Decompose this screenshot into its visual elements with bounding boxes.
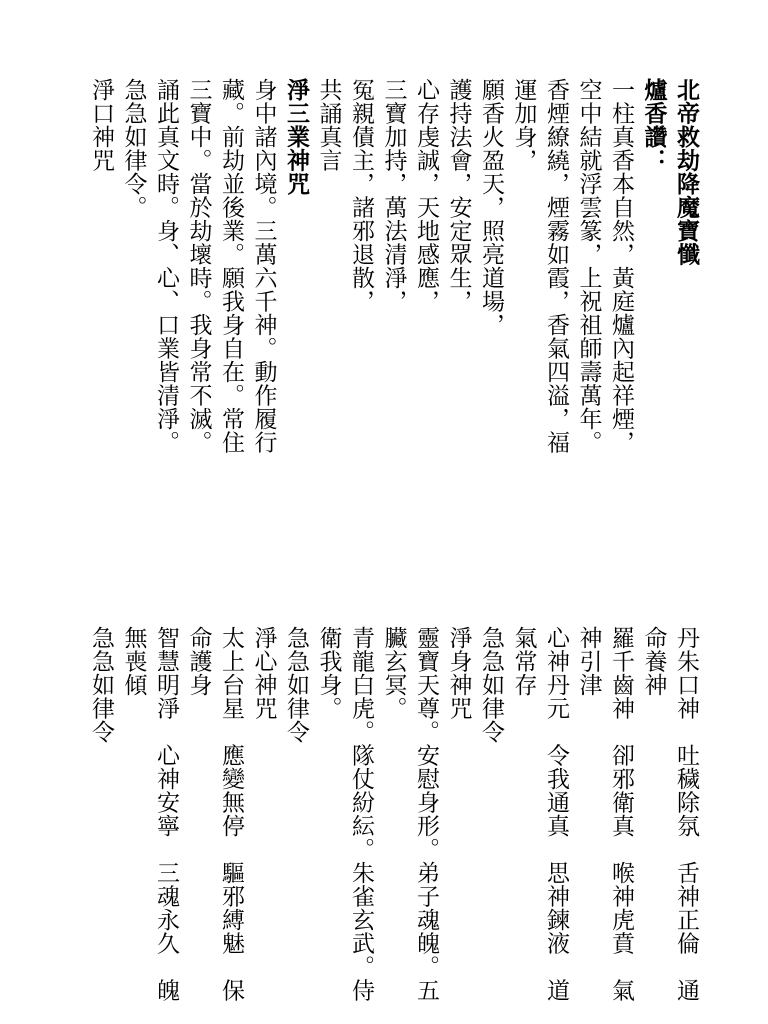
text-column: 心神丹元 令我通真 思神鍊液 道	[543, 626, 569, 1002]
text-column: 三寶中。當於劫壞時。我身常不滅。	[185, 78, 212, 454]
text-column: 靈寶天尊。安慰身形。弟子魂魄。五	[413, 626, 439, 1002]
text-column: 淨心神咒	[250, 626, 277, 720]
top-text-block	[85, 78, 703, 518]
text-column: 空中結就浮雲篆，上祝祖師壽萬年。	[575, 78, 602, 454]
text-column: 身中諸內境。三萬六千神。動作履行	[250, 78, 277, 454]
text-column: 急急如律令。	[120, 78, 147, 219]
text-column: 誦此真文時。身、心、口業皆清淨。	[153, 78, 179, 454]
text-column: 共誦真言	[315, 78, 342, 172]
text-column: 淨口神咒	[88, 78, 114, 172]
heading-column: 淨三業神咒	[283, 78, 310, 196]
text-column: 智慧明淨 心神安寧 三魂永久 魄	[153, 626, 179, 1002]
text-column: 神引津	[575, 626, 602, 697]
text-column: 急急如律令	[478, 626, 504, 744]
text-column: 護持法會，安定眾生，	[445, 78, 472, 313]
text-column: 急急如律令	[283, 626, 309, 744]
text-column: 淨身神咒	[445, 626, 472, 720]
heading-column: 北帝救劫降魔寶懺	[673, 78, 700, 266]
text-column: 臟玄冥。	[380, 626, 407, 720]
text-column: 香煙繚繞，煙霧如霞，香氣四溢，福	[543, 78, 569, 454]
text-column: 羅千齒神 卻邪衛真 喉神虎賁 氣	[608, 626, 634, 1002]
bottom-text-block	[85, 626, 703, 1006]
text-column: 命護身	[185, 626, 212, 697]
text-column: 三寶加持，萬法清淨，	[380, 78, 407, 313]
text-column: 急急如律令	[88, 626, 114, 744]
text-column: 藏。前劫並後業。願我身自在。常住	[218, 78, 244, 454]
text-column: 冤親債主，諸邪退散，	[348, 78, 374, 313]
text-column: 丹朱口神 吐穢除氛 舌神正倫 通	[673, 626, 699, 1002]
text-column: 願香火盈天，照亮道場，	[478, 78, 504, 337]
text-column: 心存虔誠，天地感應，	[413, 78, 439, 313]
text-column: 氣常存	[510, 626, 537, 697]
text-column: 運加身，	[510, 78, 537, 172]
heading-column: 爐香讚：	[640, 78, 668, 172]
text-column: 無喪傾	[120, 626, 147, 697]
text-column: 青龍白虎。隊仗紛紜。朱雀玄武。侍	[348, 626, 374, 1002]
text-column: 一柱真香本自然，黃庭爐內起祥煙，	[608, 78, 634, 454]
text-column: 太上台星 應變無停 驅邪縛魅 保	[218, 626, 244, 1002]
text-column: 命養神	[640, 626, 667, 697]
text-column: 衛我身。	[315, 626, 342, 720]
